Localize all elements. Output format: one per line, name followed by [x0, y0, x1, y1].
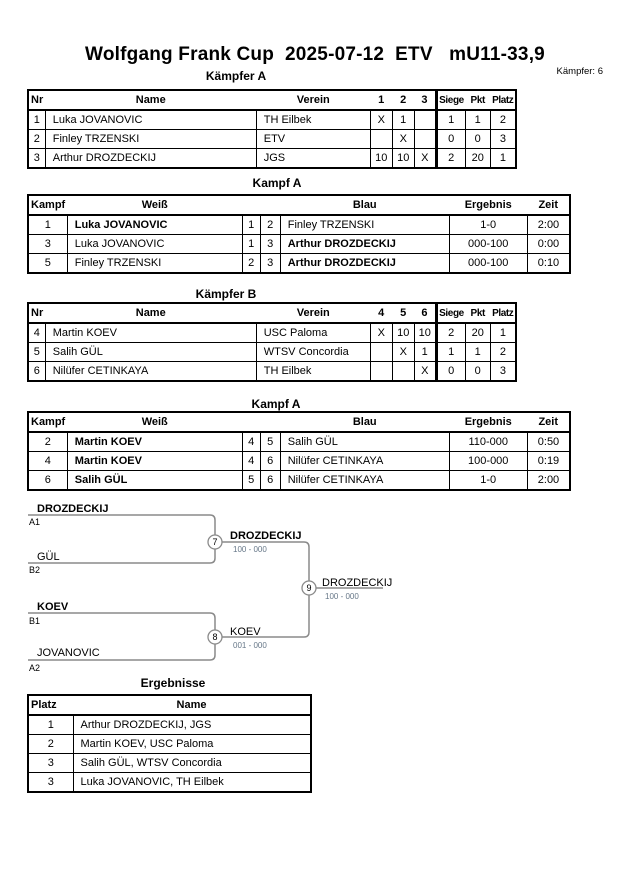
cell-weiss: Luka JOVANOVIC — [67, 235, 242, 254]
section-title-ergebnisse: Ergebnisse — [140, 676, 206, 690]
table-row — [28, 235, 570, 254]
cell-platz: 3 — [28, 773, 73, 793]
col-header-kampf: Kampf — [28, 412, 67, 432]
section-title-kaempfer-a: Kämpfer A — [205, 69, 267, 83]
col-header-6: 6 — [414, 303, 436, 323]
cell-kampf: 6 — [28, 471, 67, 491]
cell-nr: 6 — [28, 362, 45, 382]
table-row — [28, 735, 311, 754]
col-header-name: Name — [73, 695, 311, 715]
section-title-kaempfer-b: Kämpfer B — [195, 287, 257, 301]
col-header-weiss: Weiß — [67, 195, 242, 215]
cell-vs1: X — [370, 110, 392, 130]
cell-kampf: 5 — [28, 254, 67, 274]
col-header-name: Name — [45, 90, 256, 110]
cell-n1: 1 — [242, 215, 260, 235]
cell-vs2: 1 — [392, 110, 414, 130]
col-header-3: 3 — [414, 90, 436, 110]
cell-verein: TH Eilbek — [256, 362, 370, 382]
cell-siege: 2 — [436, 323, 465, 343]
fighter-count-label: Kämpfer: 6 — [556, 66, 603, 77]
kampf-a2-table — [27, 411, 571, 491]
cell-vs2: 10 — [392, 149, 414, 169]
match8-number: 8 — [212, 632, 218, 642]
match7-score: 100 - 000 — [233, 545, 267, 554]
cell-weiss: Finley TRZENSKI — [67, 254, 242, 274]
cell-ergebnis: 1-0 — [449, 215, 527, 235]
page-title: Wolfgang Frank Cup 2025-07-12 ETV mU11-33,9 — [85, 44, 545, 65]
bracket-line-b1 — [28, 613, 215, 630]
cell-platz: 2 — [28, 735, 73, 754]
cell-platz: 2 — [490, 343, 516, 362]
cell-zeit: 0:00 — [527, 235, 570, 254]
table-row — [28, 254, 570, 274]
col-header-siege: Siege — [436, 303, 465, 323]
col-header-ergebnis: Ergebnis — [449, 412, 527, 432]
col-header-spacer — [242, 412, 260, 432]
cell-kampf: 4 — [28, 452, 67, 471]
col-header-kampf: Kampf — [28, 195, 67, 215]
bracket-entry-seed: A1 — [29, 517, 41, 527]
bracket-entry-name: DROZDECKIJ — [37, 503, 109, 515]
cell-n1: 2 — [242, 254, 260, 274]
cell-verein: WTSV Concordia — [256, 343, 370, 362]
cell-vs3: X — [414, 362, 436, 382]
cell-vs1: 10 — [370, 149, 392, 169]
cell-pkt: 20 — [465, 323, 490, 343]
cell-verein: USC Paloma — [256, 323, 370, 343]
bracket-line-a1 — [28, 515, 215, 535]
col-header-platz: Platz — [490, 303, 516, 323]
cell-siege: 0 — [436, 362, 465, 382]
col-header-platz: Platz — [490, 90, 516, 110]
cell-name: Martin KOEV — [45, 323, 256, 343]
cell-vs3: 10 — [414, 323, 436, 343]
cell-pkt: 1 — [465, 110, 490, 130]
col-header-zeit: Zeit — [527, 412, 570, 432]
cell-vs2: X — [392, 343, 414, 362]
cell-pkt: 0 — [465, 130, 490, 149]
cell-name: Luka JOVANOVIC — [45, 110, 256, 130]
cell-name: Nilüfer CETINKAYA — [45, 362, 256, 382]
cell-weiss: Martin KOEV — [67, 432, 242, 452]
col-header-verein: Verein — [256, 303, 370, 323]
cell-kampf: 1 — [28, 215, 67, 235]
cell-kampf: 3 — [28, 235, 67, 254]
cell-zeit: 2:00 — [527, 471, 570, 491]
cell-vs1: X — [370, 323, 392, 343]
cell-pkt: 20 — [465, 149, 490, 169]
cell-platz: 1 — [490, 149, 516, 169]
cell-verein: TH Eilbek — [256, 110, 370, 130]
kaempfer-a-table — [27, 89, 517, 169]
cell-platz: 3 — [28, 754, 73, 773]
cell-ergebnis: 1-0 — [449, 471, 527, 491]
section-title-kampf-a-1: Kampf A — [252, 176, 302, 190]
cell-nr: 3 — [28, 149, 45, 169]
cell-name: Martin KOEV, USC Paloma — [73, 735, 311, 754]
cell-ergebnis: 000-100 — [449, 254, 527, 274]
cell-weiss: Martin KOEV — [67, 452, 242, 471]
bracket-entry-name: KOEV — [37, 601, 69, 613]
cell-n2: 5 — [260, 432, 280, 452]
match9-winner-name: DROZDECKIJ — [322, 577, 393, 589]
cell-ergebnis: 000-100 — [449, 235, 527, 254]
cell-name: Arthur DROZDECKIJ — [45, 149, 256, 169]
cell-siege: 1 — [436, 343, 465, 362]
cell-name: Finley TRZENSKI — [45, 130, 256, 149]
cell-vs2: 10 — [392, 323, 414, 343]
cell-name: Salih GÜL — [45, 343, 256, 362]
cell-n1: 4 — [242, 432, 260, 452]
cell-siege: 1 — [436, 110, 465, 130]
cell-platz: 2 — [490, 110, 516, 130]
match8-score: 001 - 000 — [233, 641, 267, 650]
table-row — [28, 452, 570, 471]
table-header-row — [28, 303, 516, 323]
table-row — [28, 471, 570, 491]
table-row — [28, 362, 516, 382]
cell-vs3 — [414, 110, 436, 130]
cell-n2: 3 — [260, 235, 280, 254]
col-header-pkt: Pkt — [465, 90, 490, 110]
table-row — [28, 343, 516, 362]
kampf-a1-table — [27, 194, 571, 274]
col-header-siege: Siege — [436, 90, 465, 110]
cell-n2: 2 — [260, 215, 280, 235]
cell-name: Luka JOVANOVIC, TH Eilbek — [73, 773, 311, 793]
table-header-row — [28, 412, 570, 432]
bracket-entry-name: GÜL — [37, 551, 60, 563]
col-header-verein: Verein — [256, 90, 370, 110]
cell-vs1 — [370, 343, 392, 362]
section-title-kampf-a-2: Kampf A — [251, 397, 301, 411]
cell-pkt: 1 — [465, 343, 490, 362]
cell-blau: Nilüfer CETINKAYA — [280, 452, 449, 471]
col-header-weiss: Weiß — [67, 412, 242, 432]
cell-blau: Arthur DROZDECKIJ — [280, 254, 449, 274]
cell-zeit: 0:10 — [527, 254, 570, 274]
cell-siege: 0 — [436, 130, 465, 149]
table-row — [28, 432, 570, 452]
cell-blau: Nilüfer CETINKAYA — [280, 471, 449, 491]
match7-winner-name: DROZDECKIJ — [230, 530, 302, 542]
cell-n2: 6 — [260, 452, 280, 471]
table-row — [28, 130, 516, 149]
cell-nr: 4 — [28, 323, 45, 343]
cell-ergebnis: 100-000 — [449, 452, 527, 471]
cell-n2: 6 — [260, 471, 280, 491]
kaempfer-b-table — [27, 302, 517, 382]
cell-siege: 2 — [436, 149, 465, 169]
table-row — [28, 323, 516, 343]
cell-weiss: Salih GÜL — [67, 471, 242, 491]
bracket-entry-name: JOVANOVIC — [37, 647, 100, 659]
cell-verein: JGS — [256, 149, 370, 169]
col-header-spacer — [242, 195, 260, 215]
col-header-5: 5 — [392, 303, 414, 323]
bracket-entry-seed: B1 — [29, 616, 41, 626]
table-header-row — [28, 695, 311, 715]
cell-blau: Salih GÜL — [280, 432, 449, 452]
ergebnisse-table — [27, 694, 312, 793]
cell-nr: 2 — [28, 130, 45, 149]
cell-platz: 1 — [490, 323, 516, 343]
cell-verein: ETV — [256, 130, 370, 149]
col-header-nr: Nr — [28, 90, 45, 110]
cell-name: Arthur DROZDECKIJ, JGS — [73, 715, 311, 735]
col-header-spacer — [260, 195, 280, 215]
cell-vs1 — [370, 130, 392, 149]
cell-zeit: 2:00 — [527, 215, 570, 235]
col-header-name: Name — [45, 303, 256, 323]
col-header-platz: Platz — [28, 695, 73, 715]
col-header-1: 1 — [370, 90, 392, 110]
cell-pkt: 0 — [465, 362, 490, 382]
cell-n1: 5 — [242, 471, 260, 491]
col-header-nr: Nr — [28, 303, 45, 323]
table-row — [28, 149, 516, 169]
cell-n1: 1 — [242, 235, 260, 254]
col-header-zeit: Zeit — [527, 195, 570, 215]
table-header-row — [28, 90, 516, 110]
col-header-blau: Blau — [280, 412, 449, 432]
cell-name: Salih GÜL, WTSV Concordia — [73, 754, 311, 773]
cell-vs1 — [370, 362, 392, 382]
cell-nr: 5 — [28, 343, 45, 362]
table-row — [28, 773, 311, 793]
match8-winner-name: KOEV — [230, 626, 261, 638]
cell-vs2: X — [392, 130, 414, 149]
table-row — [28, 110, 516, 130]
cell-platz: 3 — [490, 362, 516, 382]
cell-kampf: 2 — [28, 432, 67, 452]
match9-score: 100 - 000 — [325, 592, 359, 601]
col-header-ergebnis: Ergebnis — [449, 195, 527, 215]
table-row — [28, 754, 311, 773]
table-header-row — [28, 195, 570, 215]
cell-vs2 — [392, 362, 414, 382]
col-header-blau: Blau — [280, 195, 449, 215]
cell-blau: Finley TRZENSKI — [280, 215, 449, 235]
bracket-entry-seed: B2 — [29, 565, 41, 575]
col-header-4: 4 — [370, 303, 392, 323]
cell-ergebnis: 110-000 — [449, 432, 527, 452]
cell-vs3: X — [414, 149, 436, 169]
cell-n2: 3 — [260, 254, 280, 274]
bracket-entry-seed: A2 — [29, 663, 41, 673]
table-row — [28, 215, 570, 235]
match7-number: 7 — [212, 537, 218, 547]
cell-zeit: 0:19 — [527, 452, 570, 471]
cell-zeit: 0:50 — [527, 432, 570, 452]
cell-vs3 — [414, 130, 436, 149]
col-header-pkt: Pkt — [465, 303, 490, 323]
cell-platz: 3 — [490, 130, 516, 149]
cell-blau: Arthur DROZDECKIJ — [280, 235, 449, 254]
cell-vs3: 1 — [414, 343, 436, 362]
col-header-2: 2 — [392, 90, 414, 110]
table-row — [28, 715, 311, 735]
cell-nr: 1 — [28, 110, 45, 130]
cell-n1: 4 — [242, 452, 260, 471]
col-header-spacer — [260, 412, 280, 432]
cell-weiss: Luka JOVANOVIC — [67, 215, 242, 235]
cell-platz: 1 — [28, 715, 73, 735]
match9-number: 9 — [306, 583, 312, 593]
